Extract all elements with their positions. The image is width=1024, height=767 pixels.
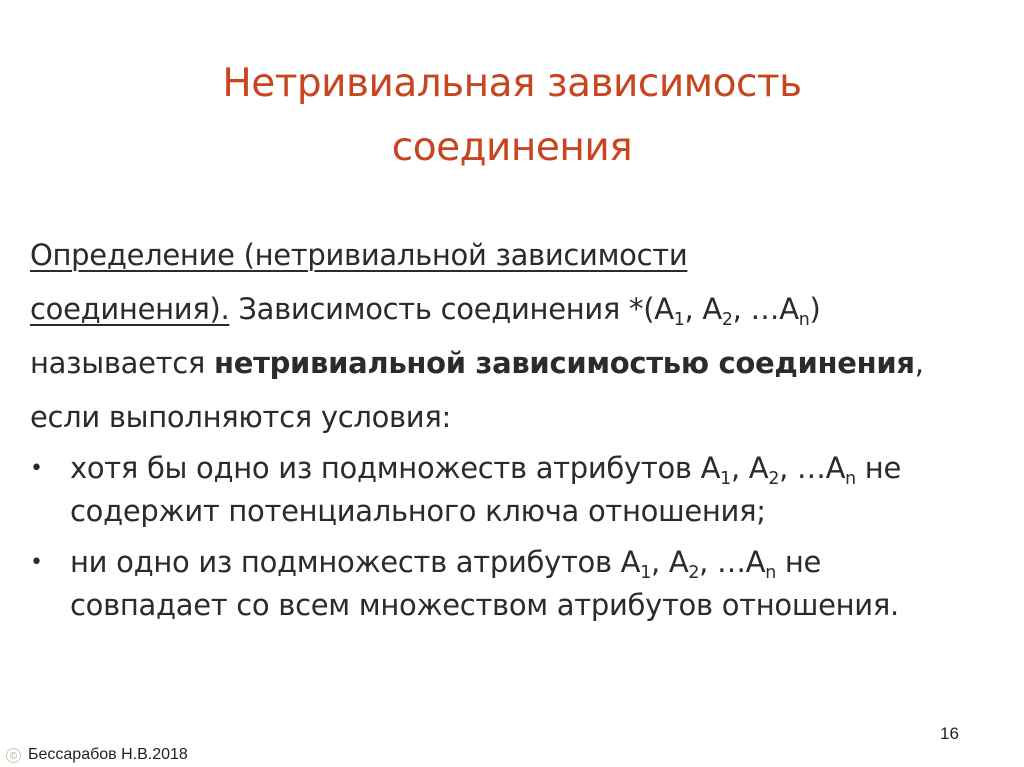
definition-line-2 (30, 282, 1010, 336)
bullet-line (70, 541, 1010, 584)
bullet-icon: • (30, 550, 43, 575)
slide-title (0, 52, 1024, 180)
definition-label-end: соединения). (30, 292, 230, 326)
bullet-line (70, 447, 1010, 490)
subscript-2: 2 (688, 563, 700, 584)
defined-term: нетривиальной зависимостью соединения (213, 346, 915, 380)
definition-line-4: если выполняются условия: (30, 400, 451, 434)
subscript-2: 2 (768, 469, 780, 490)
title-line-1: Нетривиальная зависимость (222, 61, 802, 106)
subscript-2: 2 (721, 310, 733, 331)
subscript-n: n (765, 563, 776, 584)
definition-text: Зависимость соединения *(А (229, 292, 674, 326)
slide-body (30, 228, 1010, 635)
page-number: 16 (940, 724, 959, 743)
subscript-n: n (845, 469, 856, 490)
conditions-list (30, 447, 1010, 627)
title-line-2: соединения (391, 125, 633, 170)
subscript-1: 1 (673, 310, 685, 331)
footer-author: Бессарабов Н.В.2018 (28, 746, 188, 763)
bullet-text: , А (730, 451, 769, 485)
definition-line-3 (30, 336, 1010, 390)
footer (6, 746, 188, 764)
subscript-n: n (798, 310, 810, 331)
definition-text: ) (809, 292, 821, 326)
bullet-line: совпадает со всем множеством атрибутов отношения. (70, 588, 899, 622)
definition-text: , А (684, 292, 722, 326)
definition-text: , …А (732, 292, 799, 326)
subscript-1: 1 (720, 469, 731, 490)
definition-line-1 (30, 228, 1010, 282)
bullet-text: ни одно из подмножеств атрибутов А (70, 545, 641, 579)
copyright-icon: © (6, 748, 21, 763)
bullet-text: хотя бы одно из подмножеств атрибутов А (70, 451, 721, 485)
definition-label: Определение (нетривиальной зависимости (30, 238, 688, 272)
definition-text: называется (30, 346, 214, 380)
list-item (30, 447, 1010, 533)
bullet-text: не (855, 451, 902, 485)
definition-text: , (914, 346, 924, 380)
subscript-1: 1 (640, 563, 651, 584)
bullet-text: , …А (779, 451, 846, 485)
bullet-text: не (775, 545, 822, 579)
bullet-text: , …А (699, 545, 766, 579)
bullet-line: содержит потенциального ключа отношения; (70, 494, 766, 528)
bullet-icon: • (30, 456, 43, 481)
list-item (30, 541, 1010, 627)
bullet-text: , А (651, 545, 689, 579)
